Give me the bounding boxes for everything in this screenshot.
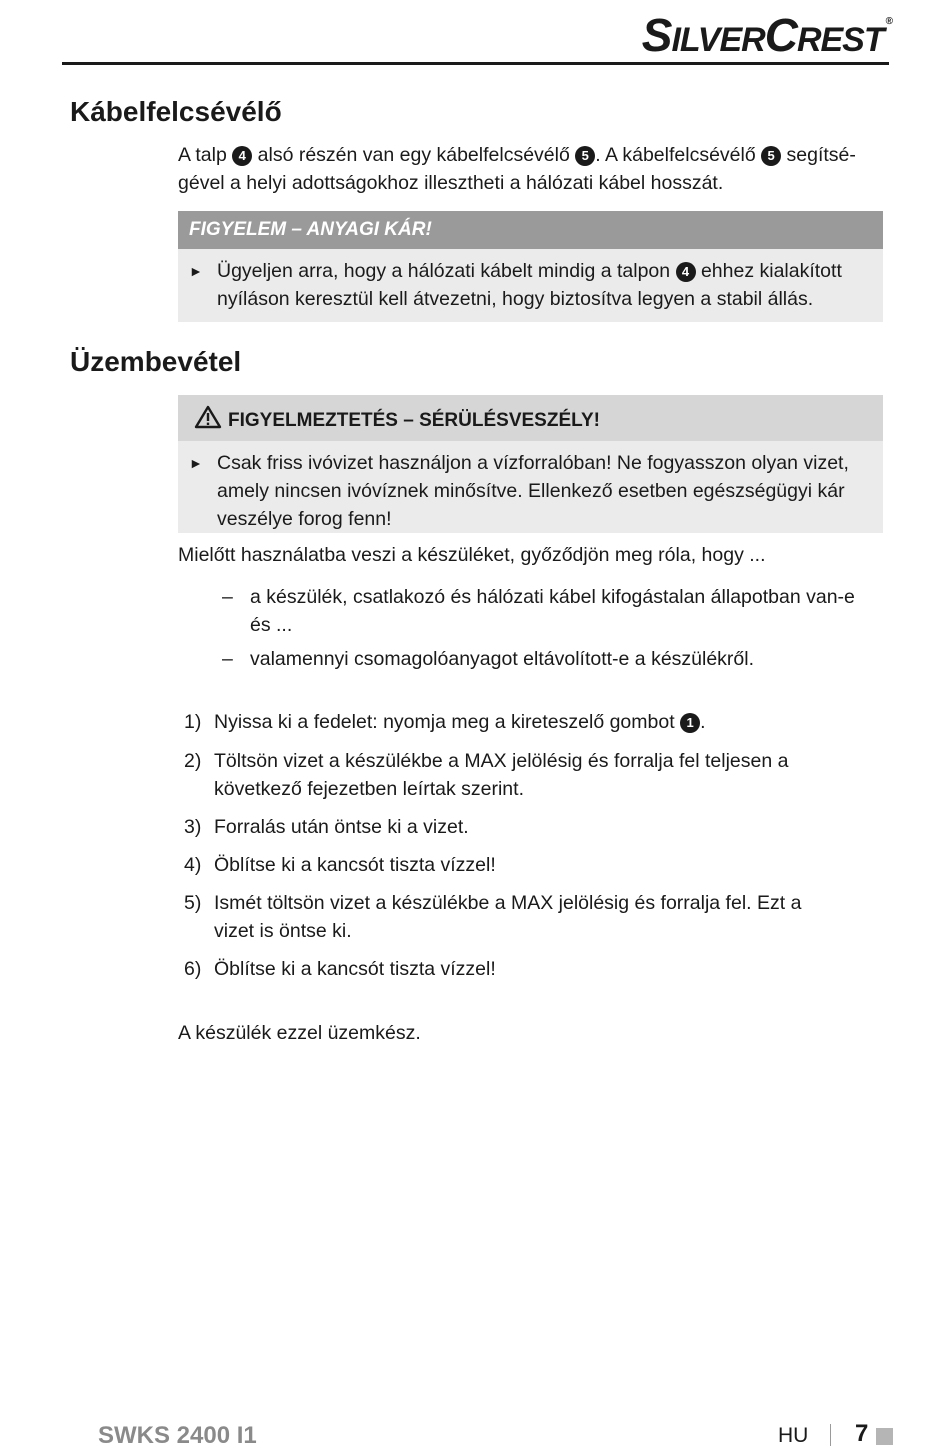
warning-triangle-icon (194, 405, 222, 429)
warning-text: Csak friss ivóvizet használjon a vízforralóban! Ne fogyasszon olyan vizet, amely nincsen ivóvíznek minősítve. Ellenkező esetben egészségügyi kár veszélye forog fenn! (217, 452, 849, 530)
dash-bullet: – (222, 586, 233, 608)
warning-bullet (178, 441, 883, 543)
step-item: 1) Nyissa ki a fedelet: nyomja meg a kireteszelő gombot 1 . (184, 711, 706, 733)
notice-bullet (178, 249, 883, 323)
notice-title: FIGYELEM – ANYAGI KÁR! (178, 211, 883, 249)
intro-text: Mielőtt használatba veszi a készüléket, győződjön meg róla, hogy ... (178, 544, 766, 566)
notice-box (178, 211, 883, 322)
notice-text: Ügyeljen arra, hogy a hálózati kábelt mindig a talpon 4 ehhez kialakított nyíláson keresztül kell átvezetni, hogy biztosítva legyen a stabil állás. (217, 260, 842, 310)
step-item: 3) Forralás után öntse ki a vizet. (184, 816, 469, 838)
text-segment: alsó részén van egy kábelfelcsévélő (252, 144, 576, 166)
para-line-2: gével a helyi adottságokhoz illesztheti a hálózati kábel hosszát. (178, 172, 724, 194)
dash-bullet: – (222, 648, 233, 670)
brand-logo: SILVERCREST ® (641, 9, 892, 61)
text-segment: . A kábelfelcsévélő (595, 144, 762, 166)
bullet-arrow-icon: ► (189, 263, 203, 279)
para-line-1 (178, 144, 856, 166)
section-title-startup: Üzembevétel (70, 346, 242, 377)
part-number-badge: 4 (232, 146, 252, 166)
warning-box (178, 395, 883, 533)
step-item: 6) Öblítse ki a kancsót tiszta vízzel! (184, 958, 496, 980)
footer-model: SWKS 2400 I1 (98, 1422, 257, 1449)
part-number-badge: 1 (680, 713, 700, 733)
step-item: 2) Töltsön vizet a készülékbe a MAX jelölésig és forralja fel teljesen a következő fejezetben leírtak szerint. (184, 750, 789, 800)
part-number-badge: 5 (761, 146, 781, 166)
text-segment: segítsé- (781, 144, 856, 166)
step-item: 5) Ismét töltsön vizet a készülékbe a MAX jelölésig és forralja fel. Ezt a vizet is öntse ki. (184, 892, 802, 942)
footer-language: HU (778, 1424, 809, 1447)
footer-separator (830, 1424, 831, 1446)
ready-text: A készülék ezzel üzemkész. (178, 1022, 421, 1044)
text-segment: A talp (178, 144, 233, 166)
section-title-cable-storage: Kábelfelcsévélő (70, 96, 282, 127)
header-rule (62, 62, 889, 65)
check-item: – a készülék, csatlakozó és hálózati kábel kifogástalan állapotban van-e és ... (222, 583, 862, 639)
part-number-badge: 4 (676, 262, 696, 282)
check-item: – valamennyi csomagolóanyagot eltávolított-e a készülékről. (222, 645, 862, 673)
step-item: 4) Öblítse ki a kancsót tiszta vízzel! (184, 854, 496, 876)
cable-storage-paragraph (178, 141, 878, 197)
page-number: 7 (855, 1420, 869, 1447)
warning-title: FIGYELMEZTETÉS – SÉRÜLÉSVESZÉLY! (178, 395, 883, 441)
part-number-badge: 5 (575, 146, 595, 166)
footer-square-icon (876, 1428, 893, 1445)
bullet-arrow-icon: ► (189, 455, 203, 471)
